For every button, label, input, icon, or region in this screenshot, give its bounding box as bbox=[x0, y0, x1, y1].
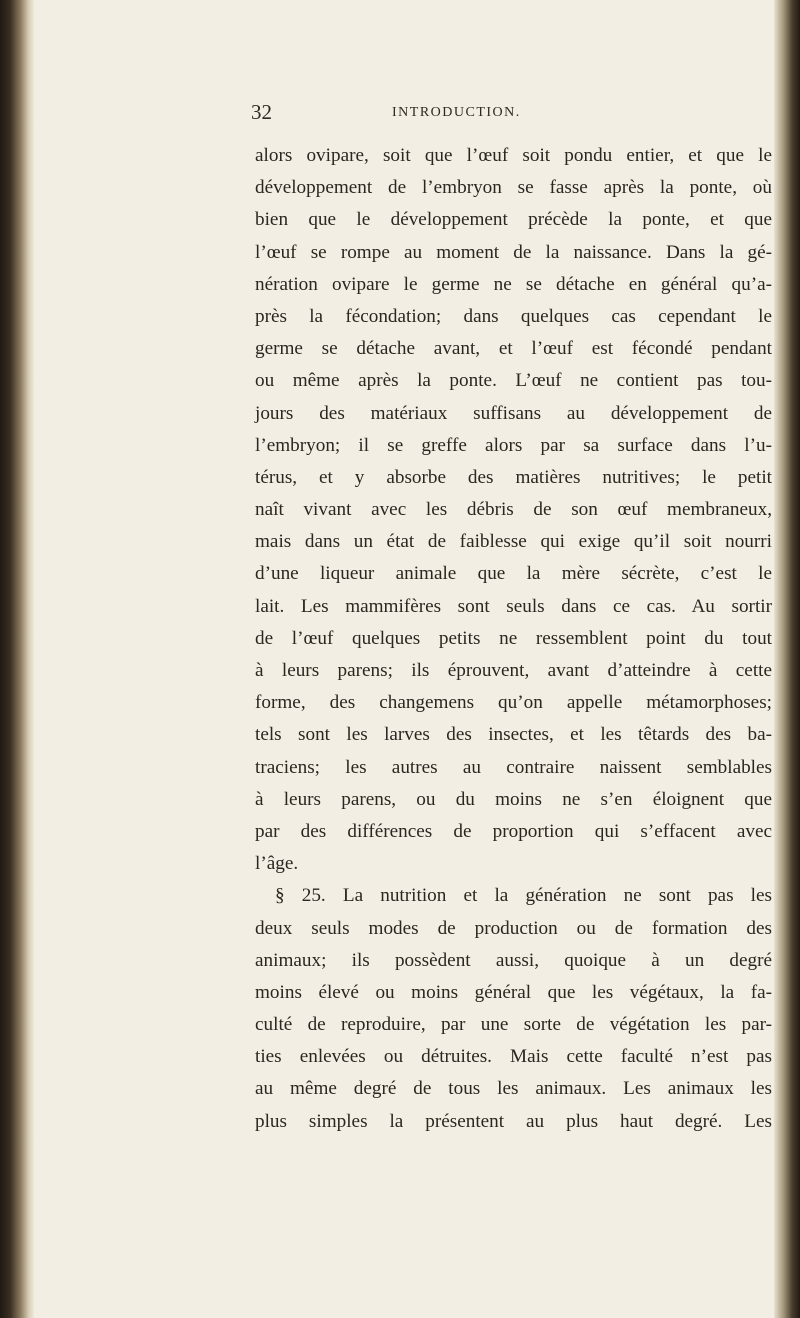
text-line: alors ovipare, soit que l’œuf soit pondu entier, et que le bbox=[255, 145, 772, 166]
text-line: mais dans un état de faiblesse qui exige qu’il soit nourri bbox=[255, 531, 772, 553]
text-line: jours des matériaux suffisans au développement de bbox=[255, 402, 772, 424]
section-heading-line: § 25. La nutrition et la génération ne sont pas les bbox=[275, 885, 772, 907]
book-page bbox=[34, 0, 774, 1318]
text-line: à leurs parens; ils éprouvent, avant d’atteindre à cette bbox=[255, 660, 772, 681]
text-line: moins élevé ou moins général que les végétaux, la fa- bbox=[255, 981, 772, 1003]
text-line: tels sont les larves des insectes, et les têtards des ba- bbox=[255, 724, 772, 746]
text-line: naît vivant avec les débris de son œuf membraneux, bbox=[255, 499, 772, 521]
text-line: ou même après la ponte. L’œuf ne contient pas tou- bbox=[255, 370, 772, 392]
text-line: térus, et y absorbe des matières nutritives; le petit bbox=[255, 466, 772, 488]
text-line: au même degré de tous les animaux. Les animaux les bbox=[255, 1078, 772, 1100]
text-line: ties enlevées ou détruites. Mais cette faculté n’est pas bbox=[255, 1046, 772, 1068]
text-line: lait. Les mammifères sont seuls dans ce cas. Au sortir bbox=[255, 595, 772, 617]
text-line: deux seuls modes de production ou de formation des bbox=[255, 917, 772, 939]
text-line: l’œuf se rompe au moment de la naissance. Dans la gé- bbox=[255, 241, 772, 263]
text-line: culté de reproduire, par une sorte de végétation les par- bbox=[255, 1014, 772, 1036]
text-line: d’une liqueur animale que la mère sécrète, c’est le bbox=[255, 563, 772, 585]
text-line: germe se détache avant, et l’œuf est fécondé pendant bbox=[255, 338, 772, 360]
text-line: forme, des changemens qu’on appelle métamorphoses; bbox=[255, 692, 772, 714]
running-head: INTRODUCTION. bbox=[392, 105, 521, 120]
text-line: à leurs parens, ou du moins ne s’en éloignent que bbox=[255, 788, 772, 810]
text-line: l’embryon; il se greffe alors par sa surface dans l’u- bbox=[255, 434, 772, 456]
page-number: 32 bbox=[251, 100, 272, 124]
text-line: développement de l’embryon se fasse après la ponte, où bbox=[255, 177, 772, 199]
text-line: bien que le développement précède la ponte, et que bbox=[255, 209, 772, 231]
text-line: de l’œuf quelques petits ne ressemblent point du tout bbox=[255, 627, 772, 649]
text-line: traciens; les autres au contraire naissent semblables bbox=[255, 756, 772, 778]
body-text bbox=[255, 140, 772, 1138]
text-line: l’âge. bbox=[255, 853, 299, 875]
right-binding-edge bbox=[774, 0, 800, 1318]
text-line: par des différences de proportion qui s’effacent avec bbox=[255, 820, 772, 842]
text-line: plus simples la présentent au plus haut degré. Les bbox=[255, 1110, 772, 1132]
left-binding-edge bbox=[0, 0, 34, 1318]
text-line: animaux; ils possèdent aussi, quoique à un degré bbox=[255, 949, 772, 971]
text-line: près la fécondation; dans quelques cas cependant le bbox=[255, 305, 772, 327]
page-header bbox=[34, 100, 774, 130]
text-line: nération ovipare le germe ne se détache en général qu’a- bbox=[255, 273, 772, 295]
